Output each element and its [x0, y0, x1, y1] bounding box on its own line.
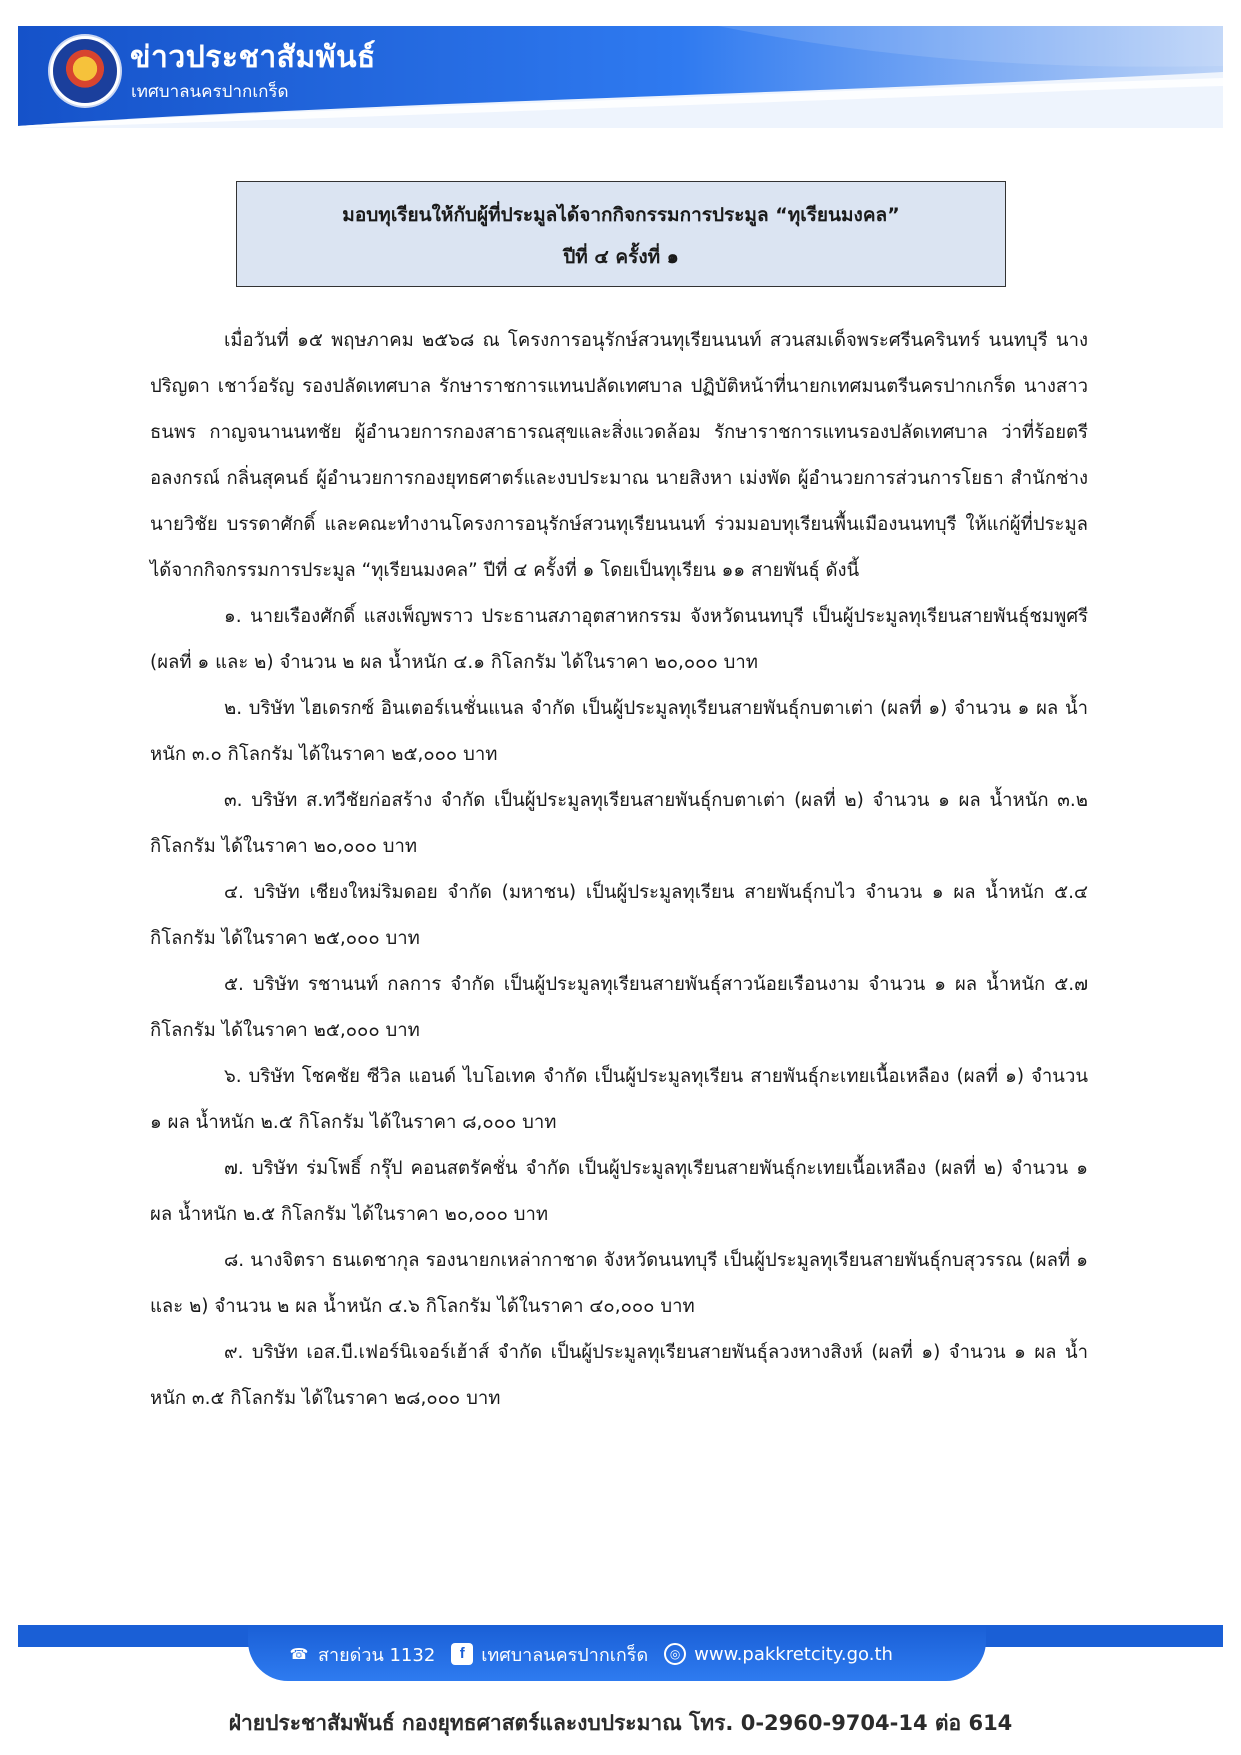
list-item: ๗. บริษัท ร่มโพธิ์ กรุ๊ป คอนสตรัคชั่น จำกัด เป็นผู้ประมูลทุเรียนสายพันธุ์กะเทยเนื้อเหลือง (ผลที่ ๒) จำนวน ๑ ผล น้ำหนัก ๒.๕ กิโลกรัม ได้ในราคา ๒๐,๐๐๐ บาท	[150, 1158, 1088, 1225]
header-subtitle: เทศบาลนครปากเกร็ด	[131, 82, 289, 102]
document-title-box	[236, 181, 1006, 287]
phone-icon: ☎	[289, 1645, 309, 1663]
list-item: ๓. บริษัท ส.ทวีชัยก่อสร้าง จำกัด เป็นผู้ประมูลทุเรียนสายพันธุ์กบตาเต่า (ผลที่ ๒) จำนวน ๑ ผล น้ำหนัก ๓.๒ กิโลกรัม ได้ในราคา ๒๐,๐๐๐ บาท	[150, 790, 1088, 857]
hotline-text: สายด่วน 1132	[318, 1644, 436, 1666]
globe-icon: ◎	[664, 1643, 686, 1665]
footer	[18, 1625, 1223, 1745]
list-item: ๖. บริษัท โชคชัย ซีวิล แอนด์ ไบโอเทค จำกัด เป็นผู้ประมูลทุเรียน สายพันธุ์กะเทยเนื้อเหลือง (ผลที่ ๑) จำนวน ๑ ผล น้ำหนัก ๒.๕ กิโลกรัม ได้ในราคา ๘,๐๐๐ บาท	[150, 1066, 1088, 1133]
footer-contact: ฝ่ายประชาสัมพันธ์ กองยุทธศาสตร์และงบประมาณ โทร. 0-2960-9704-14 ต่อ 614	[228, 1711, 1013, 1735]
list-item: ๘. นางจิตรา ธนเดชากุล รองนายกเหล่ากาชาด จังหวัดนนทบุรี เป็นผู้ประมูลทุเรียนสายพันธุ์กบสุวรรณ (ผลที่ ๑ และ ๒) จำนวน ๒ ผล น้ำหนัก ๔.๖ กิโลกรัม ได้ในราคา ๔๐,๐๐๐ บาท	[150, 1250, 1088, 1317]
intro-paragraph: เมื่อวันที่ ๑๕ พฤษภาคม ๒๕๖๘ ณ โครงการอนุรักษ์สวนทุเรียนนนท์ สวนสมเด็จพระศรีนครินทร์ นนทบุรี นางปริญดา เชาว์อรัญ รองปลัดเทศบาล รักษาราชการแทนปลัดเทศบาล ปฏิบัติหน้าที่นายกเทศมนตรีนครปากเกร็ด นางสาวธนพร กาญจนานนทชัย ผู้อำนวยการกองสาธารณสุขและสิ่งแวดล้อม รักษาราชการแทนรองปลัดเทศบาล ว่าที่ร้อยตรี อลงกรณ์ กลิ่นสุคนธ์ ผู้อำนวยการกองยุทธศาตร์และงบประมาณ นายสิงหา เม่งพัด ผู้อำนวยการส่วนการโยธา สำนักช่าง นายวิชัย บรรดาศักดิ์ และคณะทำงานโครงการอนุรักษ์สวนทุเรียนนนท์ ร่วมมอบทุเรียนพื้นเมืองนนทบุรี ให้แก่ผู้ที่ประมูลได้จากกิจกรรมการประมูล “ทุเรียนมงคล” ปีที่ ๔ ครั้งที่ ๑ โดยเป็นทุเรียน ๑๑ สายพันธุ์ ดังนี้	[150, 330, 1088, 581]
website-link[interactable]	[664, 1643, 893, 1665]
document-title-line-2: ปีที่ ๔ ครั้งที่ ๑	[563, 246, 679, 268]
list-item: ๕. บริษัท รชานนท์ กลการ จำกัด เป็นผู้ประมูลทุเรียนสายพันธุ์สาวน้อยเรือนงาม จำนวน ๑ ผล น้ำหนัก ๕.๗ กิโลกรัม ได้ในราคา ๒๕,๐๐๐ บาท	[150, 974, 1088, 1041]
header-title: ข่าวประชาสัมพันธ์	[130, 40, 376, 75]
list-item: ๒. บริษัท ไฮเดรกซ์ อินเตอร์เนชั่นแนล จำกัด เป็นผู้ประมูลทุเรียนสายพันธุ์กบตาเต่า (ผลที่ ๑) จำนวน ๑ ผล น้ำหนัก ๓.๐ กิโลกรัม ได้ในราคา ๒๕,๐๐๐ บาท	[150, 698, 1088, 765]
hotline-link[interactable]	[288, 1640, 435, 1669]
facebook-icon: f	[451, 1643, 473, 1665]
facebook-link[interactable]	[451, 1640, 648, 1669]
list-item: ๙. บริษัท เอส.บี.เฟอร์นิเจอร์เฮ้าส์ จำกัด เป็นผู้ประมูลทุเรียนสายพันธุ์ลวงหางสิงห์ (ผลที่ ๑) จำนวน ๑ ผล น้ำหนัก ๓.๕ กิโลกรัม ได้ในราคา ๒๘,๐๐๐ บาท	[150, 1342, 1088, 1409]
footer-links	[288, 1637, 893, 1671]
document-title-line-1: มอบทุเรียนให้กับผู้ที่ประมูลได้จากกิจกรรมการประมูล “ทุเรียนมงคล”	[342, 204, 900, 226]
website-text: www.pakkretcity.go.th	[694, 1643, 893, 1665]
list-item: ๔. บริษัท เชียงใหม่ริมดอย จำกัด (มหาชน) เป็นผู้ประมูลทุเรียน สายพันธุ์กบไว จำนวน ๑ ผล น้ำหนัก ๕.๔ กิโลกรัม ได้ในราคา ๒๕,๐๐๐ บาท	[150, 882, 1088, 949]
municipality-seal-icon	[50, 36, 120, 106]
document-body	[150, 318, 1088, 1422]
list-item: ๑. นายเรืองศักดิ์ แสงเพ็ญพราว ประธานสภาอุตสาหกรรม จังหวัดนนทบุรี เป็นผู้ประมูลทุเรียนสายพันธุ์ชมพูศรี (ผลที่ ๑ และ ๒) จำนวน ๒ ผล น้ำหนัก ๔.๑ กิโลกรัม ได้ในราคา ๒๐,๐๐๐ บาท	[150, 606, 1088, 673]
facebook-text: เทศบาลนครปากเกร็ด	[481, 1644, 649, 1666]
